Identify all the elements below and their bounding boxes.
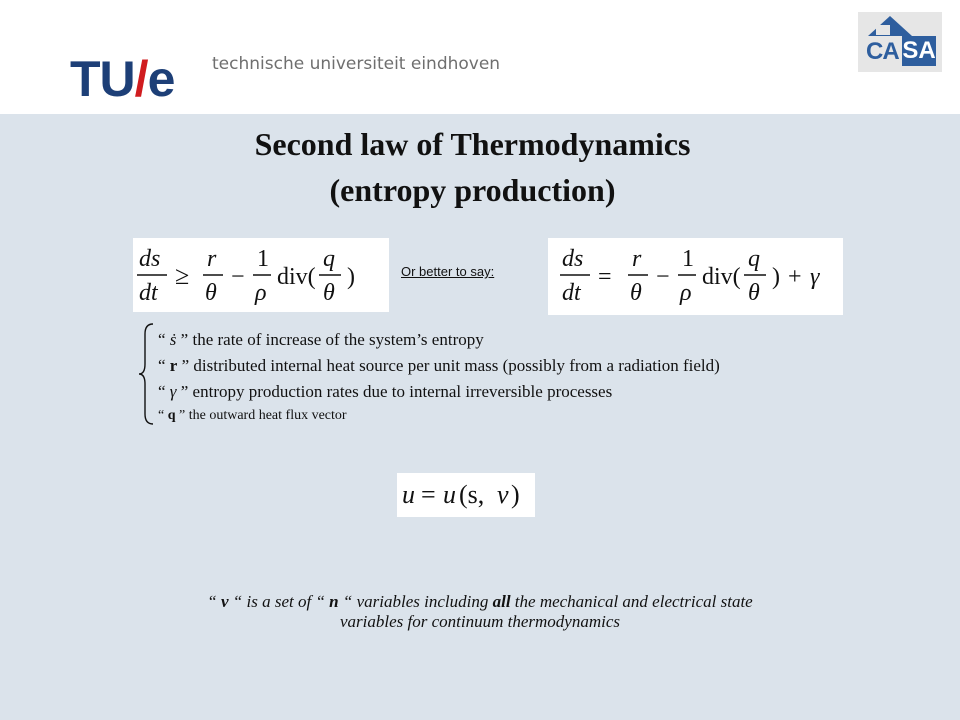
- house-roof-icon: [868, 16, 912, 36]
- footnote-v: v: [220, 592, 229, 611]
- definition-text: the outward heat flux vector: [188, 408, 347, 423]
- house-roof-inner: [876, 25, 890, 35]
- svg-text:θ: θ: [748, 280, 760, 306]
- svg-text:−: −: [231, 264, 245, 290]
- svg-text:r: r: [207, 246, 217, 272]
- svg-text:ρ: ρ: [255, 280, 267, 306]
- definition-text: the rate of increase of the system’s entropy: [192, 330, 484, 349]
- definition-symbol: ṡ: [169, 330, 177, 349]
- svg-text:1: 1: [682, 246, 694, 272]
- svg-text:=: =: [421, 480, 436, 509]
- definition-item: “ r ” distributed internal heat source per unit mass (possibly from a radiation field): [158, 356, 720, 375]
- svg-text:q: q: [323, 246, 335, 272]
- definition-text: entropy production rates due to internal irreversible processes: [192, 382, 613, 401]
- tue-mark-right: e: [147, 51, 175, 107]
- svg-text:q: q: [748, 246, 760, 272]
- footnote-line-2: variables for continuum thermodynamics: [340, 612, 620, 631]
- definition-text: distributed internal heat source per unit mass (possibly from a radiation field): [193, 356, 720, 375]
- svg-text:dt: dt: [562, 280, 581, 306]
- svg-text:): ): [347, 264, 355, 290]
- definition-item: “ q ” the outward heat flux vector: [158, 408, 347, 423]
- equality-equation: [548, 238, 843, 315]
- definition-item: “ γ ” entropy production rates due to internal irreversible processes: [158, 382, 613, 401]
- footnote-text-c: the mechanical and electrical state: [510, 592, 753, 611]
- svg-text:θ: θ: [205, 280, 217, 306]
- inequality-equation: [133, 238, 389, 312]
- casa-sa-text: SA: [902, 37, 936, 64]
- svg-text:−: −: [656, 264, 670, 290]
- svg-text:≥: ≥: [175, 261, 190, 290]
- svg-text:u: u: [443, 480, 456, 509]
- definition-symbol: q: [167, 408, 176, 423]
- tue-slash: /: [134, 51, 148, 107]
- svg-text:): ): [511, 480, 520, 509]
- or-better-label: Or better to say:: [401, 264, 495, 279]
- casa-logo: [858, 12, 942, 72]
- footnote-text-b: variables including: [352, 592, 493, 611]
- internal-energy-formula: [397, 473, 535, 517]
- svg-text:=: =: [598, 264, 612, 290]
- internal-energy-equation: [397, 473, 535, 517]
- footnote-n: n: [329, 592, 339, 611]
- svg-text:ρ: ρ: [680, 280, 692, 306]
- definition-symbol: γ: [169, 382, 177, 401]
- svg-text:1: 1: [257, 246, 269, 272]
- equality-formula: [548, 238, 843, 315]
- svg-text:div(: div(: [277, 264, 316, 290]
- svg-text:dt: dt: [139, 280, 158, 306]
- svg-text:div(: div(: [702, 264, 741, 290]
- left-brace: [139, 322, 159, 426]
- svg-text:u: u: [402, 480, 415, 509]
- svg-text:γ: γ: [810, 264, 820, 290]
- svg-text:v: v: [497, 480, 509, 509]
- inequality-formula: [133, 238, 389, 312]
- svg-text:(s,: (s,: [459, 480, 485, 509]
- slide-subtitle: (entropy production): [329, 172, 616, 208]
- svg-text:+: +: [788, 264, 802, 290]
- definition-item: “ ṡ ” the rate of increase of the system’s entropy: [158, 330, 484, 349]
- svg-text:r: r: [632, 246, 642, 272]
- svg-text:ds: ds: [139, 246, 161, 272]
- footnote-line-1: “ v “ is a set of “ n “ variables including all the mechanical and electrical state: [207, 592, 753, 611]
- casa-ca-text: CA: [866, 38, 899, 65]
- tue-mark: [70, 51, 175, 107]
- footnote-text-a: is a set of: [242, 592, 316, 611]
- svg-text:): ): [772, 264, 780, 290]
- definition-symbol: r: [169, 356, 178, 375]
- tue-logo: [70, 51, 175, 107]
- svg-text:θ: θ: [323, 280, 335, 306]
- university-name: technische universiteit eindhoven: [212, 54, 501, 74]
- slide-title: Second law of Thermodynamics: [254, 126, 691, 162]
- tue-mark-left: TU: [70, 51, 135, 107]
- svg-text:θ: θ: [630, 280, 642, 306]
- footnote-all: all: [492, 592, 511, 611]
- svg-text:ds: ds: [562, 246, 584, 272]
- header-bar: [0, 0, 960, 114]
